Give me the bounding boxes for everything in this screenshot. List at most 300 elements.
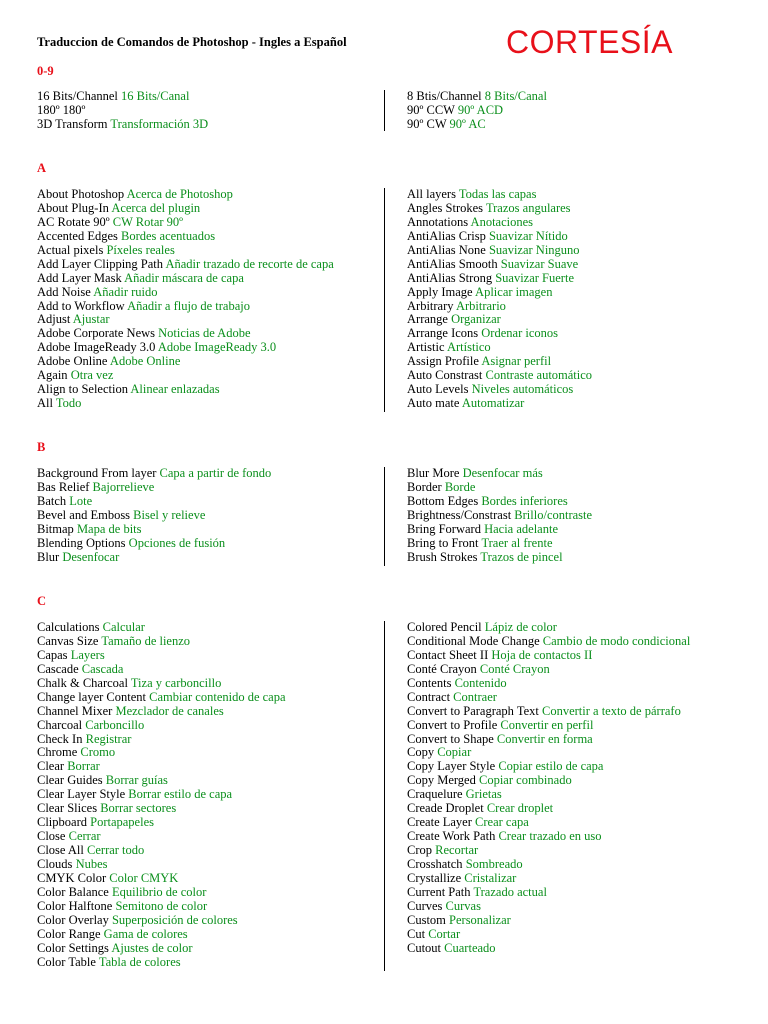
english-term: Background From layer: [37, 466, 157, 480]
english-term: Contact Sheet II: [407, 647, 489, 662]
english-term: Clouds: [37, 856, 73, 871]
spanish-translation: Suavizar Suave: [500, 256, 579, 271]
english-term: Canvas Size: [37, 633, 99, 648]
courtesy-label: CORTESÍA: [506, 24, 673, 60]
glossary-entry: [407, 118, 547, 132]
spanish-translation: Mezclador de canales: [115, 703, 224, 718]
glossary-entry: [37, 327, 334, 341]
glossary-entry: [37, 649, 286, 663]
section-0-9-right-column: [407, 90, 547, 132]
glossary-entry: [37, 286, 334, 300]
glossary-entry: [407, 649, 690, 663]
english-term: AntiAlias Crisp: [407, 228, 486, 243]
glossary-entry: [407, 272, 592, 286]
glossary-entry: [37, 928, 286, 942]
glossary-entry: [37, 621, 286, 635]
spanish-translation: Superposición de colores: [111, 912, 238, 927]
spanish-translation: Adobe ImageReady 3.0: [157, 340, 277, 355]
spanish-translation: Copiar combinado: [479, 773, 572, 788]
glossary-entry: [407, 355, 592, 369]
spanish-translation: Tabla de colores: [98, 954, 181, 969]
english-term: Contents: [407, 675, 452, 690]
english-term: Apply Image: [407, 284, 473, 299]
spanish-translation: Borrar: [67, 759, 100, 774]
english-term: Annotations: [407, 214, 469, 229]
spanish-translation: Traer al frente: [481, 535, 553, 550]
spanish-translation: Todo: [55, 396, 82, 411]
spanish-translation: Ajustes de color: [111, 940, 193, 955]
glossary-entry: [37, 746, 286, 760]
english-term: Cascade: [37, 661, 79, 676]
spanish-translation: Adobe Online: [109, 354, 181, 369]
spanish-translation: Niveles automáticos: [471, 382, 574, 397]
spanish-translation: Personalizar: [449, 912, 511, 927]
english-term: Cutout: [407, 940, 442, 955]
english-term: Convert to Shape: [407, 731, 494, 746]
spanish-translation: Grietas: [465, 787, 502, 802]
english-term: Bring Forward: [407, 521, 481, 536]
glossary-entry: [407, 705, 690, 719]
glossary-entry: [37, 90, 208, 104]
glossary-entry: [37, 914, 286, 928]
spanish-translation: Tiza y carboncillo: [130, 675, 222, 690]
glossary-entry: [407, 788, 690, 802]
english-term: About Photoshop: [37, 187, 125, 201]
english-term: Color Table: [37, 954, 96, 969]
spanish-translation: Carboncillo: [85, 717, 145, 732]
spanish-translation: Alinear enlazadas: [130, 382, 220, 397]
glossary-entry: [37, 733, 286, 747]
english-term: Accented Edges: [37, 228, 118, 243]
glossary-entry: [37, 467, 271, 481]
english-term: Blur More: [407, 466, 460, 480]
spanish-translation: Borrar guías: [105, 773, 168, 788]
glossary-entry: [37, 844, 286, 858]
glossary-entry: [37, 816, 286, 830]
section-heading-a: A: [37, 161, 47, 175]
english-term: Auto mate: [407, 396, 460, 411]
section-a-left-column: [37, 188, 334, 411]
english-term: Add Layer Mask: [37, 270, 122, 285]
spanish-translation: Color CMYK: [109, 870, 179, 885]
glossary-entry: [37, 341, 334, 355]
english-term: Auto Levels: [407, 382, 469, 397]
glossary-entry: [37, 383, 334, 397]
glossary-entry: [407, 886, 690, 900]
english-term: Arrange: [407, 312, 448, 327]
spanish-translation: Cromo: [80, 745, 116, 760]
english-term: Crop: [407, 843, 432, 857]
spanish-translation: Añadir ruido: [93, 284, 158, 299]
glossary-entry: [37, 942, 286, 956]
english-term: Copy Merged: [407, 773, 476, 788]
spanish-translation: CW Rotar 90º: [112, 214, 184, 229]
english-term: AC Rotate 90º: [37, 214, 110, 229]
english-term: AntiAlias None: [407, 242, 486, 257]
english-term: Color Overlay: [37, 912, 109, 927]
english-term: Adobe Online: [37, 354, 108, 369]
section-a-right-column: [407, 188, 592, 411]
glossary-entry: [407, 733, 690, 747]
glossary-entry: [407, 481, 592, 495]
english-term: Again: [37, 368, 68, 383]
spanish-translation: Copiar estilo de capa: [498, 759, 604, 774]
glossary-entry: [407, 244, 592, 258]
glossary-entry: [407, 188, 592, 202]
column-divider: [384, 188, 385, 412]
glossary-entry: [407, 774, 690, 788]
english-term: Curves: [407, 898, 443, 913]
english-term: Bevel and Emboss: [37, 507, 131, 522]
glossary-entry: [407, 816, 690, 830]
spanish-translation: Suavizar Ninguno: [488, 242, 580, 257]
glossary-entry: [37, 216, 334, 230]
glossary-entry: [407, 202, 592, 216]
english-term: AntiAlias Strong: [407, 270, 493, 285]
glossary-entry: [37, 886, 286, 900]
english-term: Arrange Icons: [407, 326, 479, 341]
spanish-translation: Crear droplet: [486, 801, 554, 816]
glossary-entry: [407, 760, 690, 774]
spanish-translation: Capa a partir de fondo: [159, 466, 272, 480]
glossary-entry: [407, 300, 592, 314]
english-term: All layers: [407, 187, 456, 201]
glossary-entry: [37, 230, 334, 244]
glossary-entry: [37, 677, 286, 691]
spanish-translation: Convertir en forma: [496, 731, 593, 746]
english-term: About Plug-In: [37, 200, 109, 215]
spanish-translation: Convertir a texto de párrafo: [541, 703, 681, 718]
english-term: Creade Droplet: [407, 801, 484, 816]
spanish-translation: Equilibrio de color: [111, 884, 207, 899]
english-term: 16 Bits/Channel: [37, 89, 118, 103]
section-heading-0-9: 0-9: [37, 64, 54, 78]
english-term: Color Balance: [37, 884, 109, 899]
english-term: Current Path: [407, 884, 471, 899]
spanish-translation: Cambio de modo condicional: [542, 633, 691, 648]
glossary-entry: [407, 104, 547, 118]
english-term: Adjust: [37, 312, 71, 327]
english-term: Crosshatch: [407, 856, 463, 871]
glossary-entry: [407, 467, 592, 481]
glossary-entry: [37, 104, 208, 118]
glossary-entry: [37, 495, 271, 509]
english-term: CMYK Color: [37, 870, 107, 885]
spanish-translation: Cortar: [428, 926, 461, 941]
english-term: Channel Mixer: [37, 703, 113, 718]
spanish-translation: Recortar: [435, 843, 479, 857]
english-term: Close All: [37, 843, 84, 857]
glossary-entry: [407, 928, 690, 942]
glossary-entry: [37, 537, 271, 551]
spanish-translation: 8 Bits/Canal: [484, 89, 547, 103]
spanish-translation: Registrar: [85, 731, 132, 746]
spanish-translation: Otra vez: [70, 368, 114, 383]
glossary-entry: [407, 286, 592, 300]
english-term: Conditional Mode Change: [407, 633, 540, 648]
english-term: Convert to Profile: [407, 717, 498, 732]
english-term: AntiAlias Smooth: [407, 256, 498, 271]
spanish-translation: Convertir en perfil: [500, 717, 594, 732]
glossary-entry: [407, 495, 592, 509]
english-term: Craquelure: [407, 787, 463, 802]
glossary-entry: [37, 397, 334, 411]
glossary-entry: [37, 188, 334, 202]
spanish-translation: Semitono de color: [115, 898, 208, 913]
glossary-entry: [37, 956, 286, 970]
english-term: Bas Relief: [37, 479, 90, 494]
spanish-translation: Sombreado: [465, 856, 523, 871]
spanish-translation: Bordes acentuados: [121, 228, 216, 243]
spanish-translation: Hacia adelante: [484, 521, 558, 536]
spanish-translation: Opciones de fusión: [128, 535, 226, 550]
glossary-entry: [407, 397, 592, 411]
spanish-translation: Añadir trazado de recorte de capa: [165, 256, 334, 271]
english-term: Charcoal: [37, 717, 83, 732]
column-divider: [384, 90, 385, 131]
glossary-entry: [407, 872, 690, 886]
english-term: Actual pixels: [37, 242, 104, 257]
section-0-9-left-column: [37, 90, 208, 132]
spanish-translation: Gama de colores: [103, 926, 188, 941]
spanish-translation: Hoja de contactos II: [491, 647, 593, 662]
english-term: Add Noise: [37, 284, 91, 299]
glossary-entry: [37, 258, 334, 272]
glossary-entry: [407, 509, 592, 523]
glossary-entry: [407, 802, 690, 816]
glossary-entry: [37, 760, 286, 774]
spanish-translation: Desenfocar más: [462, 466, 543, 480]
glossary-entry: [407, 900, 690, 914]
glossary-entry: [37, 369, 334, 383]
spanish-translation: Borrar estilo de capa: [128, 787, 233, 802]
glossary-entry: [37, 635, 286, 649]
spanish-translation: Contraer: [453, 689, 497, 704]
glossary-entry: [407, 746, 690, 760]
spanish-translation: Todas las capas: [458, 187, 537, 201]
glossary-entry: [407, 830, 690, 844]
glossary-entry: [407, 719, 690, 733]
spanish-translation: Píxeles reales: [106, 242, 175, 257]
english-term: Brightness/Constrast: [407, 507, 512, 522]
english-term: Clipboard: [37, 815, 87, 830]
english-term: Clear: [37, 759, 65, 774]
spanish-translation: Suavizar Fuerte: [495, 270, 574, 285]
column-divider: [384, 621, 385, 971]
english-term: Contract: [407, 689, 451, 704]
spanish-translation: Copiar: [437, 745, 472, 760]
spanish-translation: Trazos angulares: [485, 200, 571, 215]
glossary-entry: [37, 509, 271, 523]
english-term: Create Work Path: [407, 829, 496, 844]
section-b-right-column: [407, 467, 592, 565]
english-term: Align to Selection: [37, 382, 128, 397]
english-term: Brush Strokes: [407, 549, 478, 564]
english-term: Color Range: [37, 926, 101, 941]
english-term: Batch: [37, 493, 67, 508]
spanish-translation: Contenido: [454, 675, 507, 690]
english-term: Bitmap: [37, 521, 74, 536]
english-term: 90º CW: [407, 116, 447, 131]
column-divider: [384, 467, 385, 566]
spanish-translation: Lápiz de color: [484, 620, 557, 634]
glossary-entry: [407, 621, 690, 635]
spanish-translation: Cerrar: [68, 829, 101, 844]
spanish-translation: Ajustar: [72, 312, 110, 327]
english-term: Create Layer: [407, 815, 472, 830]
glossary-entry: [37, 719, 286, 733]
english-term: Bottom Edges: [407, 493, 479, 508]
glossary-entry: [37, 774, 286, 788]
english-term: Cut: [407, 926, 426, 941]
document-title: Traduccion de Comandos de Photoshop - Ingles a Español: [37, 35, 347, 49]
spanish-translation: Borde: [444, 479, 476, 494]
glossary-entry: [407, 914, 690, 928]
spanish-translation: Cerrar todo: [87, 843, 145, 857]
english-term: All: [37, 396, 53, 411]
english-term: Clear Slices: [37, 801, 98, 816]
glossary-entry: [37, 830, 286, 844]
glossary-entry: [407, 523, 592, 537]
english-term: Chrome: [37, 745, 78, 760]
spanish-translation: Borrar sectores: [100, 801, 177, 816]
glossary-entry: [407, 942, 690, 956]
section-heading-b: B: [37, 440, 46, 454]
glossary-entry: [37, 523, 271, 537]
spanish-translation: 90º AC: [449, 116, 486, 131]
english-term: 3D Transform: [37, 116, 108, 131]
spanish-translation: Calcular: [102, 620, 145, 634]
glossary-entry: [407, 369, 592, 383]
glossary-entry: [407, 663, 690, 677]
spanish-translation: 90º ACD: [457, 102, 504, 117]
english-term: Arbitrary: [407, 298, 454, 313]
english-term: Auto Constrast: [407, 368, 483, 383]
spanish-translation: Bordes inferiores: [481, 493, 568, 508]
spanish-translation: Anotaciones: [470, 214, 534, 229]
glossary-entry: [37, 802, 286, 816]
english-term: Check In: [37, 731, 83, 746]
section-c-right-column: [407, 621, 690, 956]
spanish-translation: Crear trazado en uso: [498, 829, 602, 844]
english-term: Border: [407, 479, 442, 494]
spanish-translation: Asignar perfil: [481, 354, 552, 369]
spanish-translation: Automatizar: [461, 396, 525, 411]
glossary-entry: [407, 327, 592, 341]
english-term: 8 Btis/Channel: [407, 89, 482, 103]
glossary-entry: [407, 230, 592, 244]
spanish-translation: Transformación 3D: [110, 116, 209, 131]
glossary-entry: [37, 705, 286, 719]
spanish-translation: Artístico: [446, 340, 491, 355]
glossary-entry: [37, 900, 286, 914]
glossary-entry: [407, 537, 592, 551]
spanish-translation: Cambiar contenido de capa: [149, 689, 286, 704]
section-heading-c: C: [37, 594, 47, 608]
english-term: Adobe ImageReady 3.0: [37, 340, 156, 355]
english-term: Artistic: [407, 340, 445, 355]
spanish-translation: Bisel y relieve: [133, 507, 206, 522]
spanish-translation: Organizar: [451, 312, 501, 327]
english-term: 180º 180º: [37, 102, 86, 117]
spanish-translation: Noticias de Adobe: [158, 326, 251, 341]
glossary-entry: [37, 872, 286, 886]
glossary-entry: [407, 313, 592, 327]
spanish-translation: Acerca de Photoshop: [126, 187, 233, 201]
glossary-entry: [407, 551, 592, 565]
glossary-entry: [37, 202, 334, 216]
glossary-entry: [37, 663, 286, 677]
spanish-translation: Trazos de pincel: [480, 549, 563, 564]
glossary-entry: [407, 341, 592, 355]
spanish-translation: Lote: [69, 493, 93, 508]
english-term: Angles Strokes: [407, 200, 484, 215]
glossary-entry: [37, 118, 208, 132]
spanish-translation: Suavizar Nítido: [488, 228, 568, 243]
english-term: Assign Profile: [407, 354, 479, 369]
english-term: Color Settings: [37, 940, 109, 955]
spanish-translation: Añadir máscara de capa: [124, 270, 244, 285]
glossary-entry: [407, 216, 592, 230]
glossary-entry: [37, 300, 334, 314]
spanish-translation: Curvas: [445, 898, 481, 913]
english-term: Change layer Content: [37, 689, 146, 704]
english-term: Bring to Front: [407, 535, 479, 550]
spanish-translation: Crear capa: [475, 815, 529, 830]
spanish-translation: Layers: [70, 647, 105, 662]
spanish-translation: Acerca del plugin: [111, 200, 201, 215]
glossary-entry: [37, 858, 286, 872]
section-b-left-column: [37, 467, 271, 565]
glossary-entry: [407, 844, 690, 858]
english-term: Conté Crayon: [407, 661, 477, 676]
glossary-entry: [37, 481, 271, 495]
glossary-entry: [407, 90, 547, 104]
glossary-entry: [407, 858, 690, 872]
spanish-translation: Tamaño de lienzo: [101, 633, 191, 648]
english-term: Clear Guides: [37, 773, 103, 788]
english-term: 90º CCW: [407, 102, 455, 117]
spanish-translation: Cuarteado: [444, 940, 496, 955]
spanish-translation: Añadir a flujo de trabajo: [127, 298, 250, 313]
english-term: Custom: [407, 912, 446, 927]
spanish-translation: Conté Crayon: [479, 661, 550, 676]
spanish-translation: Desenfocar: [62, 549, 120, 564]
english-term: Blending Options: [37, 535, 126, 550]
english-term: Adobe Corporate News: [37, 326, 156, 341]
glossary-entry: [407, 383, 592, 397]
english-term: Copy Layer Style: [407, 759, 496, 774]
spanish-translation: Bajorrelieve: [92, 479, 155, 494]
english-term: Calculations: [37, 620, 100, 634]
english-term: Capas: [37, 647, 68, 662]
english-term: Color Halftone: [37, 898, 113, 913]
spanish-translation: Cascada: [81, 661, 124, 676]
glossary-entry: [37, 691, 286, 705]
spanish-translation: Arbitrario: [455, 298, 506, 313]
spanish-translation: 16 Bits/Canal: [121, 89, 190, 103]
glossary-entry: [37, 244, 334, 258]
english-term: Chalk & Charcoal: [37, 675, 128, 690]
spanish-translation: Ordenar iconos: [481, 326, 558, 341]
english-term: Add to Workflow: [37, 298, 125, 313]
glossary-entry: [407, 258, 592, 272]
english-term: Colored Pencil: [407, 620, 482, 634]
english-term: Blur: [37, 549, 60, 564]
spanish-translation: Brillo/contraste: [514, 507, 593, 522]
glossary-entry: [407, 691, 690, 705]
spanish-translation: Contraste automático: [485, 368, 593, 383]
